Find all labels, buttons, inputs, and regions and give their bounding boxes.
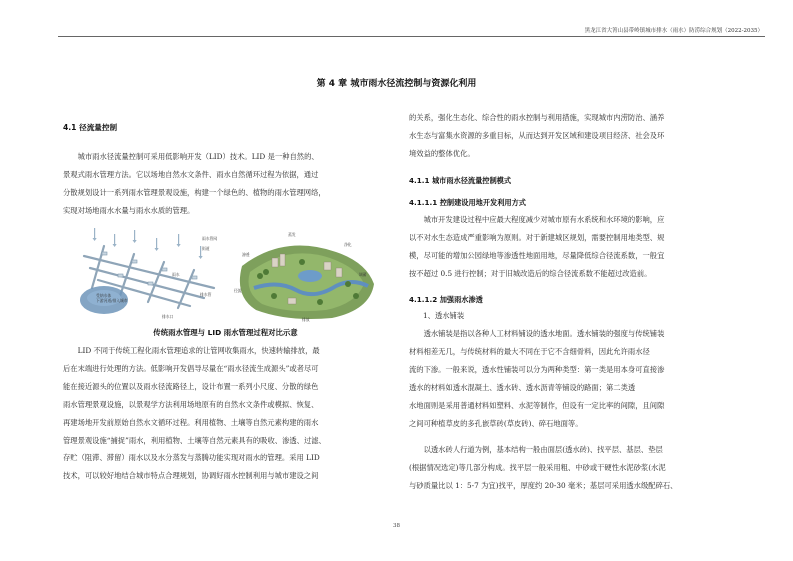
brick-line-1: 以透水砖人行道为例，基本结构一般由面层(透水砖)、找平层、基层、垫层 <box>423 445 663 454</box>
cont-line-1: 的关系，强化生态化、综合性的雨水控制与利用措施，实现城市内涝防治、涵养 <box>409 113 665 122</box>
traditional-management-diagram <box>80 228 217 319</box>
chapter-title: 第 4 章 城市雨水径流控制与资源化利用 <box>316 79 477 89</box>
perm-line-6: 之间可种植草皮的多孔嵌草砖(草皮砖)、碎石地面等。 <box>409 418 583 428</box>
lid-line-6: 管理景观设施“捕捉”雨水，利用植物、土壤等自然元素具有的吸收、渗透、过滤、 <box>63 435 326 445</box>
dev-line-2: 以不对水生态造成严重影响为原则。对于新建城区规划，需要控制用地类型、规 <box>409 232 665 242</box>
label-purification: 净化 <box>344 242 352 247</box>
intro-line-3: 分散规划设计一系列雨水管理景观设施，构建一个绿色的、植物的雨水管理网络， <box>63 187 326 197</box>
dev-line-4: 按不超过 0.5 进行控制；对于旧城改造后的综合径流系数不能超过改造前。 <box>409 268 652 278</box>
perm-line-1: 透水铺装是指以各种人工材料铺设的透水地面。透水铺装的强度与传统铺装 <box>423 329 665 338</box>
intro-paragraph <box>63 148 388 220</box>
header-divider <box>58 36 765 37</box>
intro-line-1: 城市雨水径流量控制可采用低影响开发（LID）技术。LID 是一种自然的、 <box>77 152 319 161</box>
subsection-heading-4-1-1-1: 4.1.1.1 控制建设用地开发利用方式 <box>409 198 526 207</box>
label-storage: 调蓄 <box>359 272 367 277</box>
lid-line-2: 后在末端进行处理的方法。低影响开发倡导尽量在“雨水径流生成源头”或者尽可 <box>63 363 319 373</box>
dev-line-1: 城市开发建设过程中应最大程度减少对城市原有水系统和水环境的影响，应 <box>423 215 665 224</box>
figure-caption: 传统雨水管理与 LID 雨水管理过程对比示意 <box>153 328 298 337</box>
label-downstream: 下游河道/排入城市 <box>96 298 128 303</box>
permeable-paving-paragraph <box>409 325 731 432</box>
cont-line-3: 境效益的整体优化。 <box>409 148 475 158</box>
label-drain: 排水管 <box>200 292 212 297</box>
lid-description-paragraph <box>63 342 388 485</box>
label-runoff: 径流 <box>234 288 242 293</box>
dev-line-3: 模，尽可能的增加公园绿地等渗透性地面用地，尽量降低综合径流系数，一般宜 <box>409 250 665 260</box>
page-number: 38 <box>393 523 400 529</box>
development-control-paragraph <box>409 211 731 283</box>
lid-comparison-figure <box>74 226 380 322</box>
lid-line-1: LID 不同于传统工程化雨水管理追求的让管网收集雨水，快速转输排放，最 <box>77 346 320 355</box>
subsection-heading-4-1-1-2: 4.1.1.2 加强雨水渗透 <box>409 295 483 304</box>
perm-line-2: 材料相差无几，与传统材料的最大不同在于它不含细骨料，因此允许雨水径 <box>409 346 650 356</box>
lid-line-8: 技术，可以较好地结合城市特点合理规划，协调好雨水控制利用与城市建设之间 <box>63 471 319 481</box>
cont-line-2: 水生态与富集水资源的多重目标，从而达到开发区域和建设项目经济、社会及环 <box>409 130 665 140</box>
permeable-brick-paragraph <box>409 441 731 495</box>
lid-line-7: 存贮（阻滞、滞留）雨水以及水分蒸发与蒸腾功能实现对雨水的管理。采用 LID <box>63 453 320 463</box>
label-discharge: 排放 <box>302 317 310 322</box>
list-item-permeable-paving: 1、透水铺装 <box>423 311 465 320</box>
label-rainwater: 雨水 <box>172 272 180 277</box>
perm-line-3: 流的下渗。一般来说，透水性铺装可以分为两种类型：第一类是用本身可直接渗 <box>409 364 665 374</box>
perm-line-4: 透水的材料如透水混凝土、透水砖、透水沥青等铺设的路面；第二类透 <box>409 382 636 392</box>
section-heading-4-1: 4.1 径流量控制 <box>63 123 118 132</box>
brick-line-2: (根据情况选定)等几部分构成。找平层一般采用粗、中砂或干硬性水泥砂浆(水泥 <box>409 462 666 472</box>
lid-line-3: 能在接近源头的位置以及雨水径流路径上，设计布置一系列小尺度、分散的绿色 <box>63 381 319 391</box>
perm-line-5: 水地面则是采用普通材料如塑料、水泥等制作，但设有一定比率的间隙，且间隙 <box>409 400 665 410</box>
intro-line-4: 实现对场地雨水水量与雨水水质的管理。 <box>63 205 195 215</box>
label-street: 街道 <box>202 246 210 251</box>
lid-line-4: 雨水管理景观设施，以景观学方法利用场地原有的自然水文条件或模拟、恢复、 <box>63 399 319 409</box>
subsection-heading-4-1-1: 4.1.1 城市雨水径流量控制模式 <box>409 176 512 185</box>
brick-line-3: 与砂质量比以 1：5-7 为宜)找平，厚度约 20-30 毫米；基层可采用透水级配碎石、 <box>409 480 678 490</box>
intro-line-2: 景观式雨水管理方法。它以场地自然水文条件、雨水自然循环过程为依据，通过 <box>63 169 319 179</box>
running-header: 黑龙江省大箐山县带岭镇城市排水（雨水）防涝综合规划（2022-2035） <box>584 28 763 34</box>
label-evaporation: 蒸发 <box>288 232 296 237</box>
lid-line-5: 再建场地开发前原始自然水文循环过程。利用植物、土壤等自然元素构建的雨水 <box>63 417 319 427</box>
label-infiltration: 渗透 <box>242 252 250 257</box>
lid-management-diagram <box>234 232 374 322</box>
continued-paragraph <box>409 109 731 163</box>
label-pipe-network: 雨水管网 <box>202 236 218 241</box>
label-water-body: 受纳水体 <box>96 293 112 298</box>
label-outfall: 排水口 <box>162 314 174 319</box>
